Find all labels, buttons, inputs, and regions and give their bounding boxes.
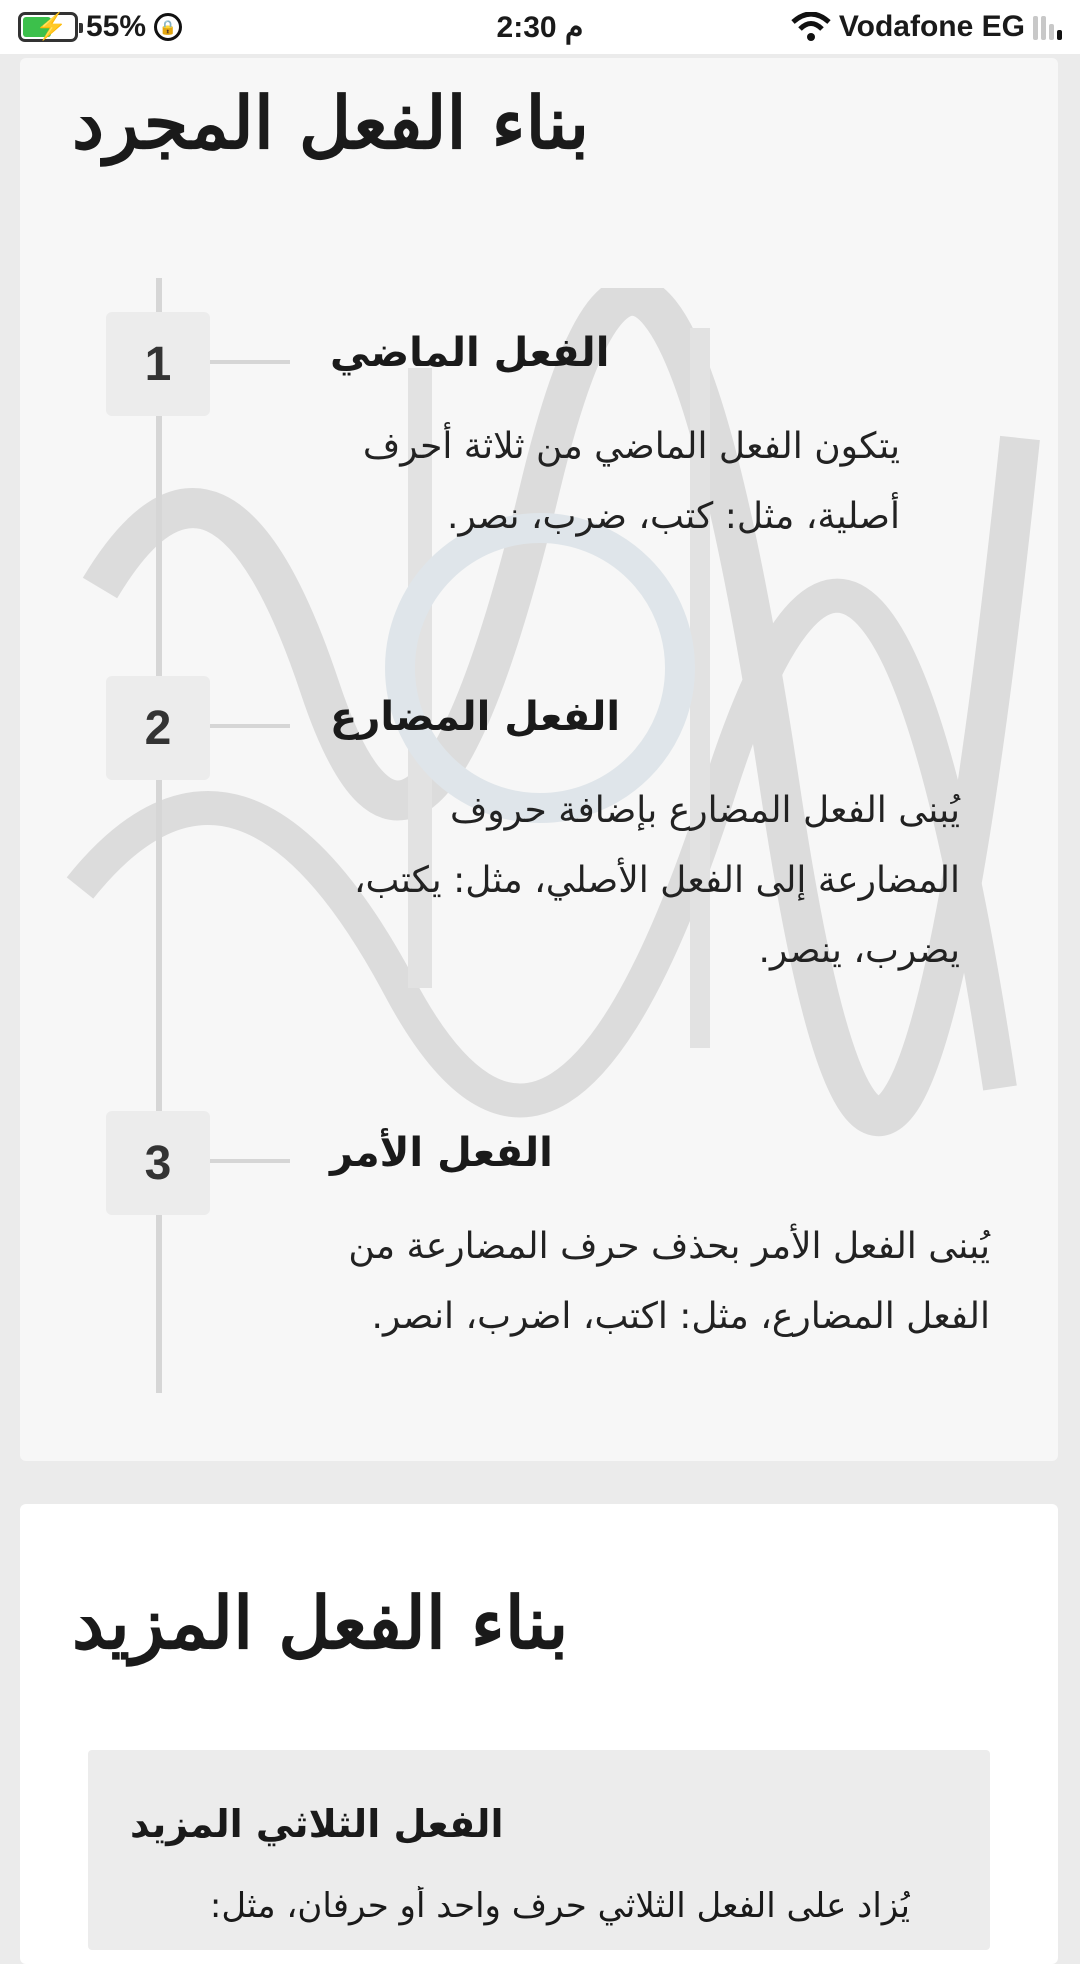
step-number-2: 2 <box>106 676 210 780</box>
subsection-text: يُزاد على الفعل الثلاثي حرف واحد أو حرفان، مثل: <box>209 1886 910 1926</box>
cellular-signal-icon <box>1033 14 1062 40</box>
step-connector-3 <box>210 1159 290 1163</box>
status-bar <box>0 0 1080 54</box>
battery-icon <box>18 12 78 42</box>
step-title-present: الفعل المضارع <box>330 694 621 740</box>
status-right <box>791 10 1062 44</box>
step-title-past: الفعل الماضي <box>330 330 610 376</box>
step-text-imperative: يُبنى الفعل الأمر بحذف حرف المضارعة من الفعل المضارع، مثل: اكتب، اضرب، انصر. <box>348 1226 990 1337</box>
step-text-present: يُبنى الفعل المضارع بإضافة حروف المضارعة إلى الفعل الأصلي، مثل: يكتب، يضرب، ينصر. <box>353 790 960 971</box>
charging-bolt-icon: ⚡ <box>35 11 68 41</box>
step-connector-1 <box>210 360 290 364</box>
step-number-1: 1 <box>106 312 210 416</box>
section-title-bare-verb: بناء الفعل المجرد <box>72 80 590 165</box>
wifi-icon <box>791 12 831 42</box>
step-number-3: 3 <box>106 1111 210 1215</box>
step-connector-2 <box>210 724 290 728</box>
step-title-imperative: الفعل الأمر <box>330 1130 553 1176</box>
carrier-name: Vodafone EG <box>838 10 1025 43</box>
rotation-lock-icon: 🔒 <box>154 13 182 41</box>
timeline-line <box>156 278 162 1393</box>
section-title-augmented-verb: بناء الفعل المزيد <box>72 1580 569 1665</box>
subsection-title: الفعل الثلاثي المزيد <box>130 1802 504 1846</box>
status-left <box>18 10 182 44</box>
step-text-past: يتكون الفعل الماضي من ثلاثة أحرف أصلية، مثل: كتب، ضرب، نصر. <box>362 426 900 537</box>
status-time: 2:30 م <box>496 10 584 44</box>
battery-percent: 55% <box>86 10 147 43</box>
